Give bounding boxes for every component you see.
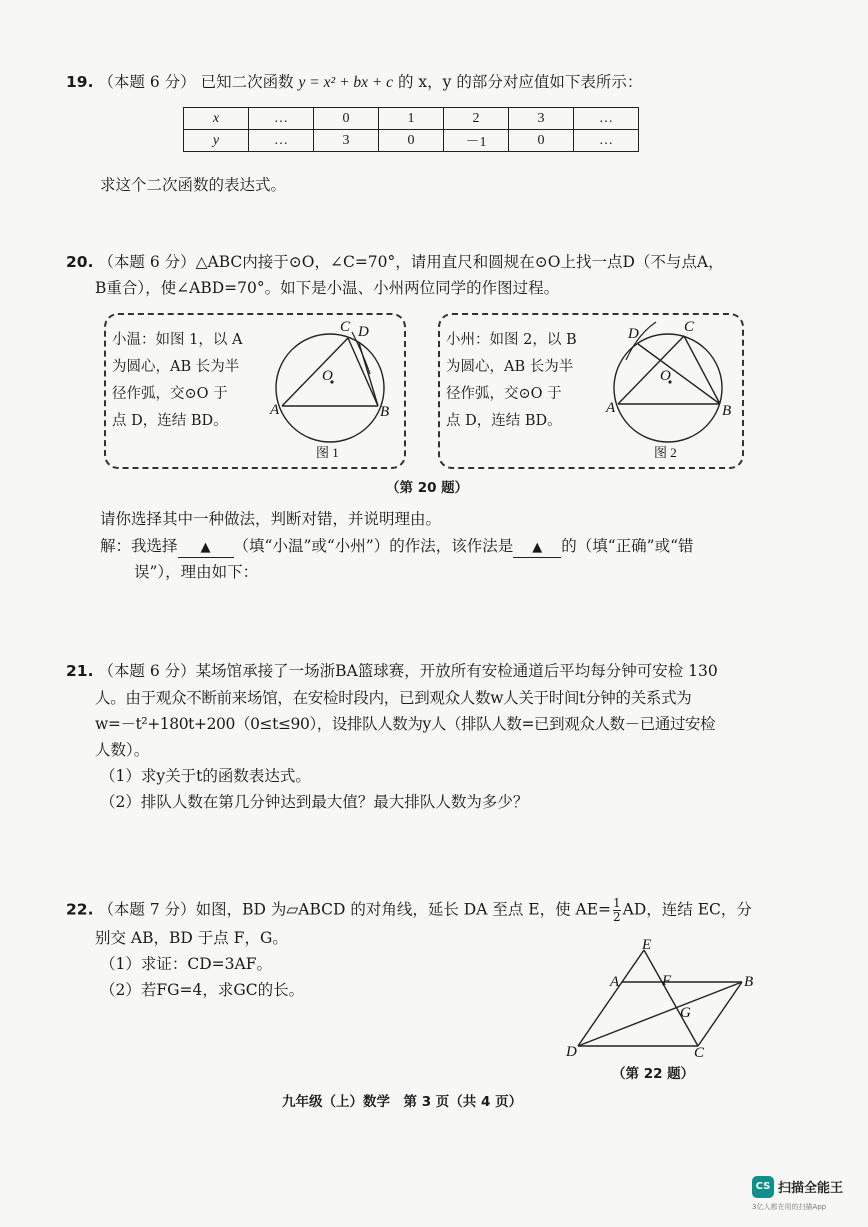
q19-ask: 求这个二次函数的表达式。 [100,176,287,194]
fraction-one-half [613,897,621,924]
q22-part1: （1）求证：CD=3AF。 [100,955,272,973]
fraction-denominator: 2 [613,910,621,924]
camscanner-name: 扫描全能王 [778,1181,844,1196]
q21-line2: 人。由于观众不断前来场馆，在安检时段内，已到观众人数w人关于时间t分钟的关系式为 [95,689,692,707]
label-b: B [744,974,754,990]
page-footer: 九年级（上）数学 第 3 页（共 4 页） [282,1094,523,1110]
label-c: C [340,319,351,335]
q22-figure [560,936,768,1058]
label-a: A [606,400,616,416]
figure-caption: 图 2 [654,445,677,460]
q21-line1 [66,659,718,683]
q20-text-line1: △ABC内接于⊙O，∠C=70°，请用直尺和圆规在⊙O上找一点D（不与点A， [195,253,724,271]
camscanner-logo-icon: CS [752,1176,774,1198]
label-d: D [628,326,639,342]
segment-cb [348,338,378,406]
table-cell: … [249,108,314,130]
q19-number: 19. [66,73,94,91]
segment-ac [282,338,348,406]
q20-box1-text [112,327,242,435]
q21-part2: （2）排队人数在第几分钟达到最大值？最大排队人数为多少？ [100,793,529,811]
q20-answer-line [100,534,694,558]
table-cell: 1 [379,108,444,130]
q21-part1: （1）求y关于t的函数表达式。 [100,767,311,785]
answer-blank-judgement[interactable]: ▲ [513,539,561,558]
figure-caption: 图 1 [316,445,339,460]
q22-number: 22. [66,900,94,919]
table-cell: 3 [314,130,379,152]
q21-score: （本题 6 分） [98,662,196,680]
table-cell: 0 [379,130,444,152]
q20-instruction: 请你选择其中一种做法，判断对错，并说明理由。 [100,510,442,528]
q22-figure-caption: （第 22 题） [612,1066,695,1082]
answer-blank-name[interactable]: ▲ [178,539,234,558]
q20-figure-caption: （第 20 题） [386,480,469,496]
q20-figure1 [260,316,400,464]
q19-stem-post: 的 x，y 的部分对应值如下表所示： [398,73,643,91]
q22-text-line1-post: AD，连结 EC，分 [622,900,752,919]
q22-text-line1-pre: 如图，BD 为▱ABCD 的对角线，延长 DA 至点 E，使 AE= [195,900,612,919]
label-o: O [660,368,671,384]
q20-box1-line: 径作弧，交⊙O 于 [112,386,228,402]
label-b: B [380,404,390,420]
segment-ec [644,950,698,1046]
label-e: E [642,937,652,953]
q19-stem-pre: 已知二次函数 [200,73,294,91]
label-a: A [610,974,620,990]
q20-answer-mid: （填“小温”或“小州”）的作法，该作法是 [233,537,514,555]
q20-number: 20. [66,253,94,271]
q20-answer-line2: 误”），理由如下： [134,563,259,581]
q21-text-line1: 某场馆承接了一场浙BA篮球赛，开放所有安检通道后平均每分钟可安检 130 [195,662,718,680]
q19-score: （本题 6 分） [98,73,196,91]
q22-line1 [66,897,752,924]
q20-answer-pre: 解：我选择 [100,537,178,555]
segment-de [578,950,644,1046]
q20-box2-line: 为圆心，AB 长为半 [446,359,574,375]
label-c: C [684,319,695,335]
q22-line2: 别交 AB，BD 于点 F，G。 [95,929,288,947]
q20-box2-line: 点 D，连结 BD。 [446,413,562,429]
q21-line4: 人数）。 [95,741,150,759]
q20-box1-line: 为圆心，AB 长为半 [112,359,240,375]
circle-o [276,334,384,442]
q21-number: 21. [66,662,94,680]
table-cell: … [574,130,639,152]
q20-figure2 [598,316,738,464]
table-cell: … [249,130,314,152]
table-cell: 0 [509,130,574,152]
q19-formula: y = x² + bx + c [298,74,394,91]
segment-db [578,982,742,1046]
q20-box1-line: 小温：如图 1，以 A [112,332,243,348]
label-a: A [270,402,280,418]
segment-bd [638,344,720,404]
q20-box1-line: 点 D，连结 BD。 [112,413,228,429]
fraction-numerator: 1 [613,896,621,910]
q21-line3: w=－t²+180t+200（0≤t≤90），设排队人数为y人（排队人数=已到观众人数－已通过安检 [95,715,716,733]
q22-score: （本题 7 分） [98,900,196,919]
q19-row-x [184,108,639,130]
table-cell: －1 [444,130,509,152]
q20-box2-text [446,327,577,435]
q19-row-y [184,130,639,152]
q19-y-label: y [184,130,249,152]
segment-cb [698,982,742,1046]
camscanner-tagline: 3亿人都在用的扫描App [752,1203,827,1211]
q20-box2-line: 径作弧，交⊙O 于 [446,386,562,402]
q22-part2: （2）若FG=4，求GC的长。 [100,981,305,999]
q20-line1 [66,250,724,274]
label-b: B [722,403,732,419]
label-o: O [322,368,333,384]
label-g: G [680,1005,691,1021]
q20-box2-line: 小州：如图 2，以 B [446,332,577,348]
label-c: C [694,1045,705,1058]
q20-answer-post: 的（填“正确”或“错 [561,537,694,555]
table-cell: 0 [314,108,379,130]
label-d: D [566,1044,577,1058]
table-cell: 3 [509,108,574,130]
q19-value-table [183,107,639,152]
q20-line2: B重合），使∠ABD=70°。如下是小温、小州两位同学的作图过程。 [95,279,560,297]
q20-score: （本题 6 分） [98,253,196,271]
label-f: F [662,973,672,989]
label-d: D [358,324,369,340]
q19-x-label: x [184,108,249,130]
q19-stem [66,70,642,95]
table-cell: … [574,108,639,130]
circle-o [614,334,722,442]
table-cell: 2 [444,108,509,130]
